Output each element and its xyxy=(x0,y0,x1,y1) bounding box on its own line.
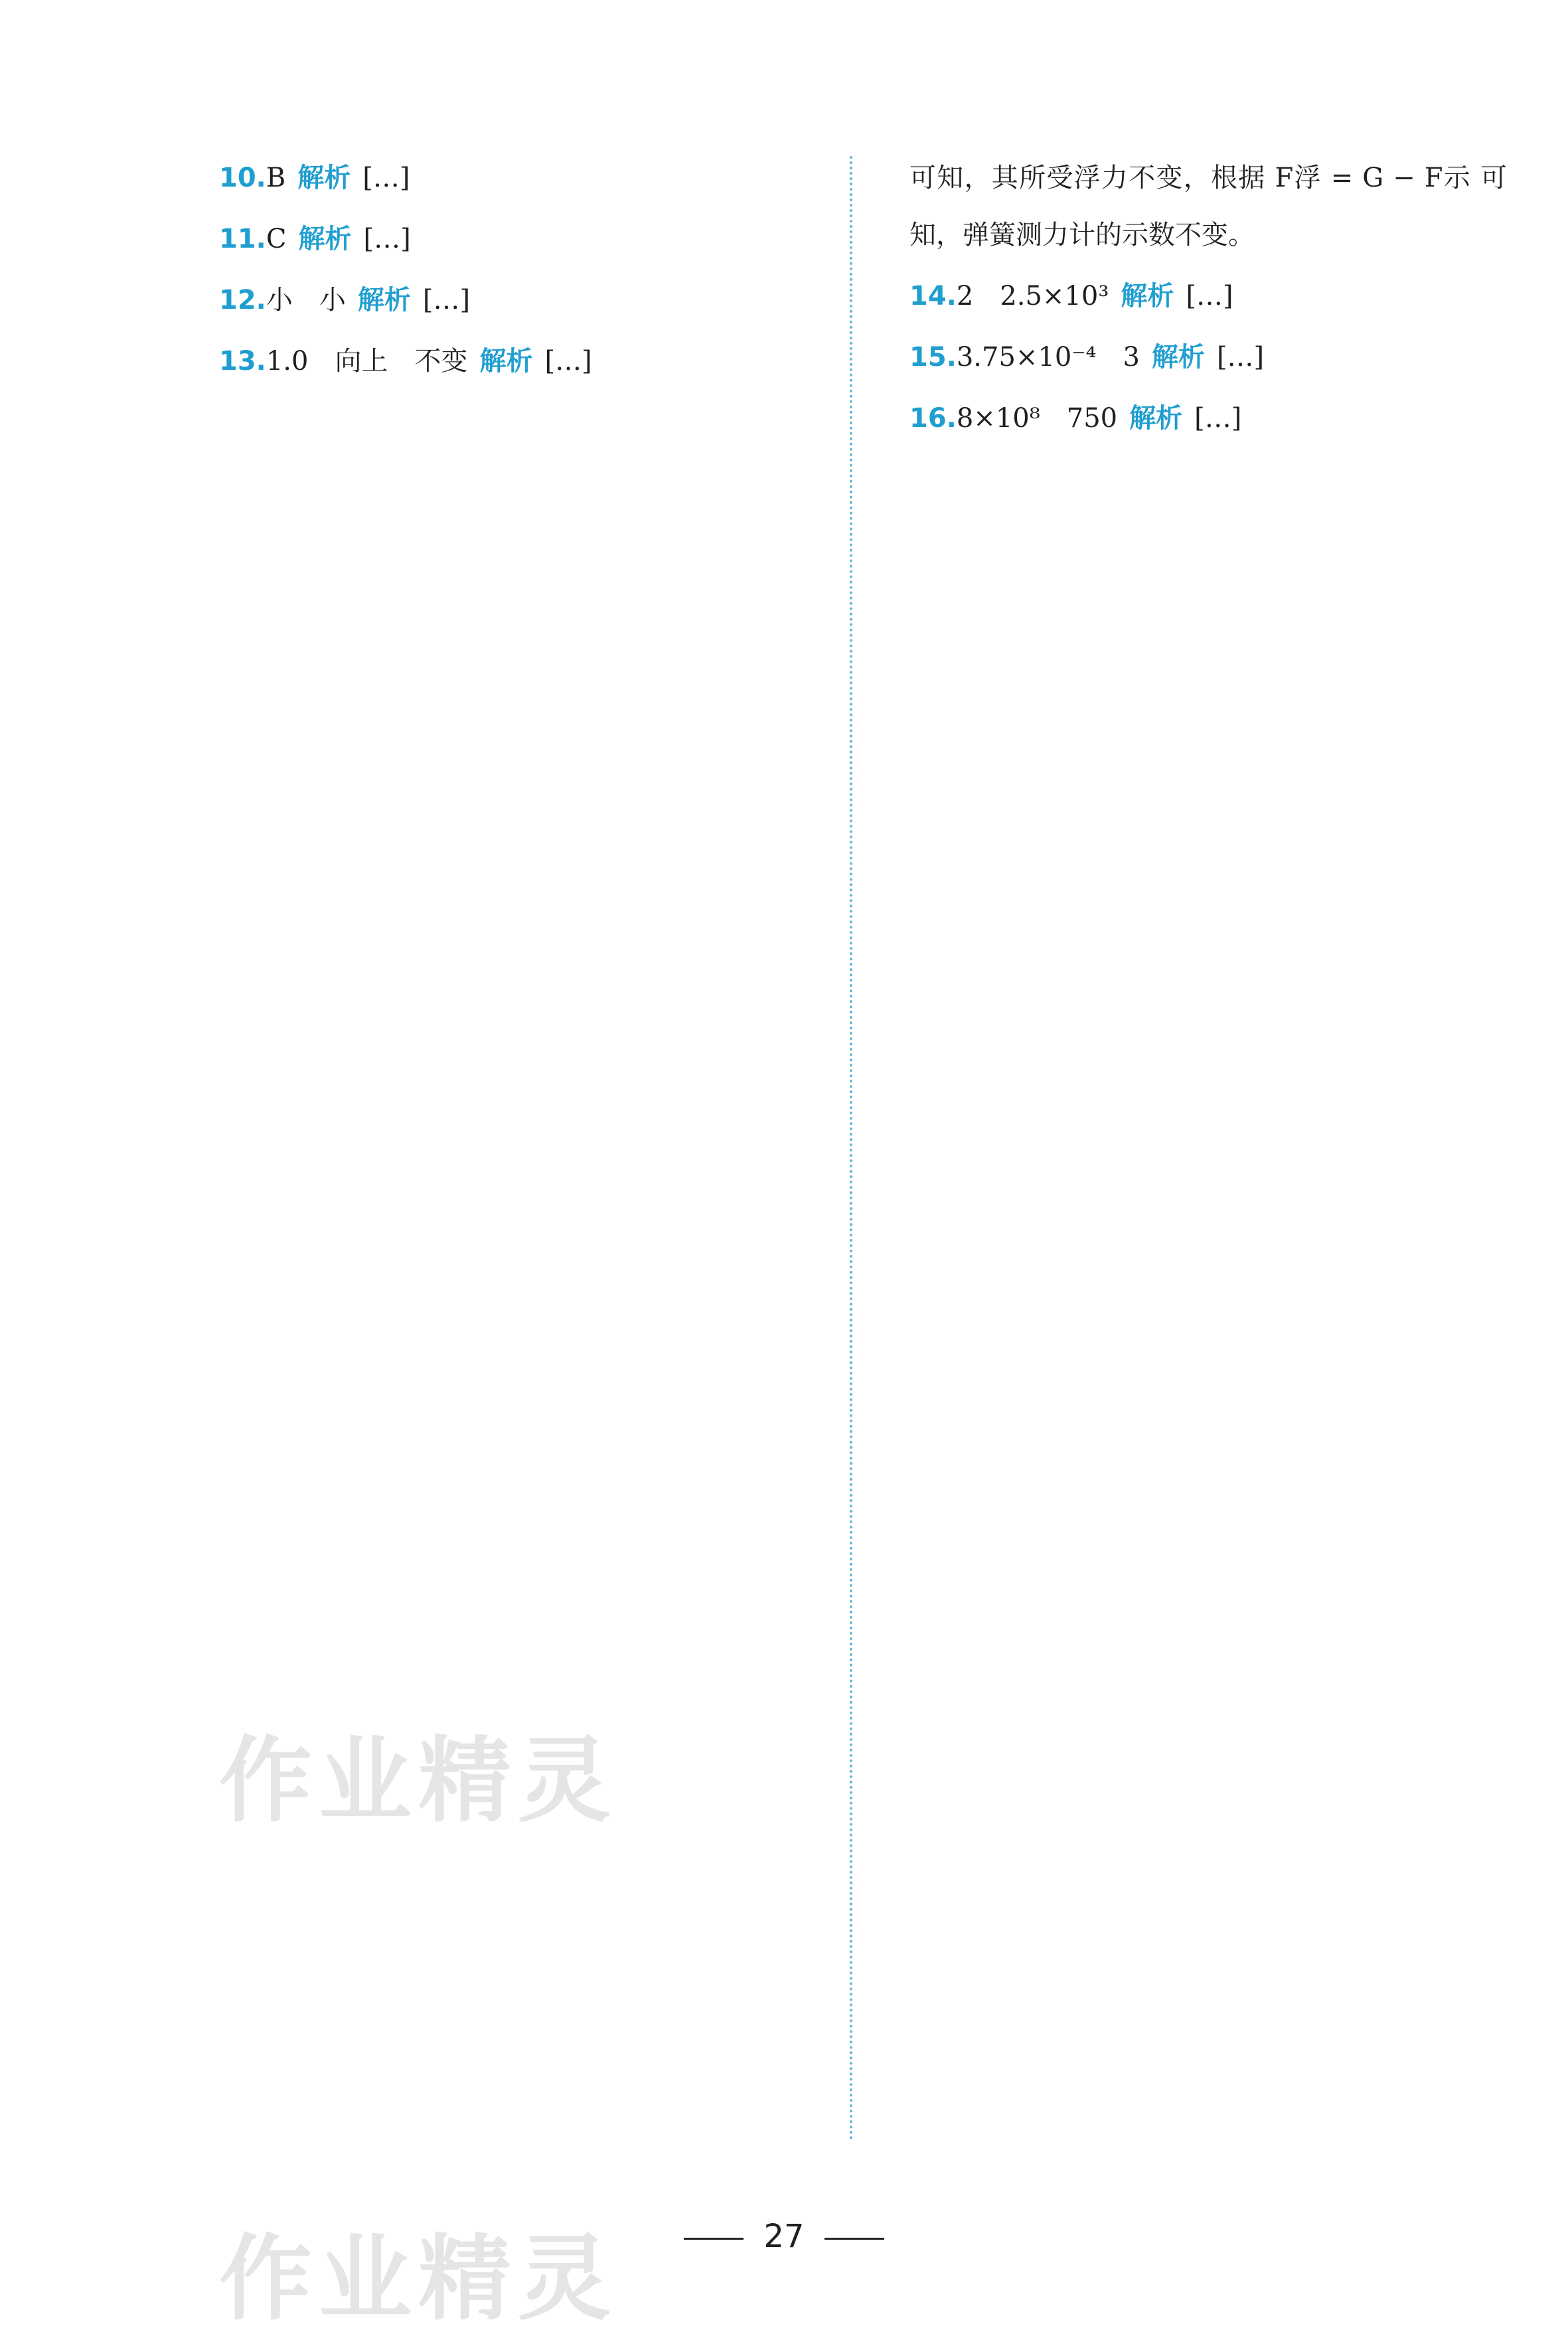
footer-dash-left xyxy=(684,2238,744,2240)
analysis-tag: 解析 xyxy=(1121,281,1174,311)
analysis-text: […] xyxy=(362,163,410,193)
analysis-text: […] xyxy=(544,346,592,376)
question-number: 11. xyxy=(219,224,266,254)
analysis-tag: 解析 xyxy=(1129,403,1183,434)
analysis-text: […] xyxy=(1186,281,1233,311)
question-10 xyxy=(219,149,817,207)
answer: 1.0 向上 不变 xyxy=(266,346,468,376)
analysis-tag: 解析 xyxy=(357,285,411,315)
question-14 xyxy=(909,268,1507,325)
analysis-text: […] xyxy=(1194,403,1242,434)
question-number: 12. xyxy=(219,285,266,315)
page-number: 27 xyxy=(763,2218,805,2255)
question-number: 13. xyxy=(219,346,266,376)
question-13 xyxy=(219,333,817,390)
analysis-tag: 解析 xyxy=(297,163,351,193)
analysis-tag: 解析 xyxy=(1151,342,1205,373)
watermark-bottom: 作业精灵 xyxy=(219,2225,618,2333)
analysis-text: […] xyxy=(1216,342,1265,373)
question-number: 15. xyxy=(909,342,957,373)
page-footer xyxy=(0,2218,1568,2255)
question-number: 16. xyxy=(909,403,957,434)
answer: 2 2.5×10³ xyxy=(956,281,1109,311)
question-number: 14. xyxy=(909,281,957,311)
question-16 xyxy=(909,390,1507,447)
question-number: 10. xyxy=(219,163,266,193)
answer: 小 小 xyxy=(266,285,346,315)
analysis-tag: 解析 xyxy=(298,224,352,254)
question-15 xyxy=(909,329,1507,386)
left-column xyxy=(219,149,817,394)
analysis-text: […] xyxy=(422,285,471,315)
right-column xyxy=(909,149,1507,451)
analysis-tag: 解析 xyxy=(479,346,533,376)
question-13-continued xyxy=(909,149,1507,264)
answer: 8×10⁸ 750 xyxy=(956,403,1118,434)
analysis-text: 可知，其所受浮力不变，根据 F浮 = G − F示 可知，弹簧测力计的示数不变。 xyxy=(909,163,1507,250)
analysis-text: […] xyxy=(363,224,411,254)
column-divider xyxy=(850,156,852,2141)
answer: C xyxy=(266,224,287,254)
question-11 xyxy=(219,210,817,268)
question-12 xyxy=(219,272,817,329)
watermark: 作业精灵 xyxy=(219,1727,618,1835)
answer: 3.75×10⁻⁴ 3 xyxy=(956,342,1140,373)
footer-dash-right xyxy=(824,2238,884,2240)
answer: B xyxy=(266,163,286,193)
